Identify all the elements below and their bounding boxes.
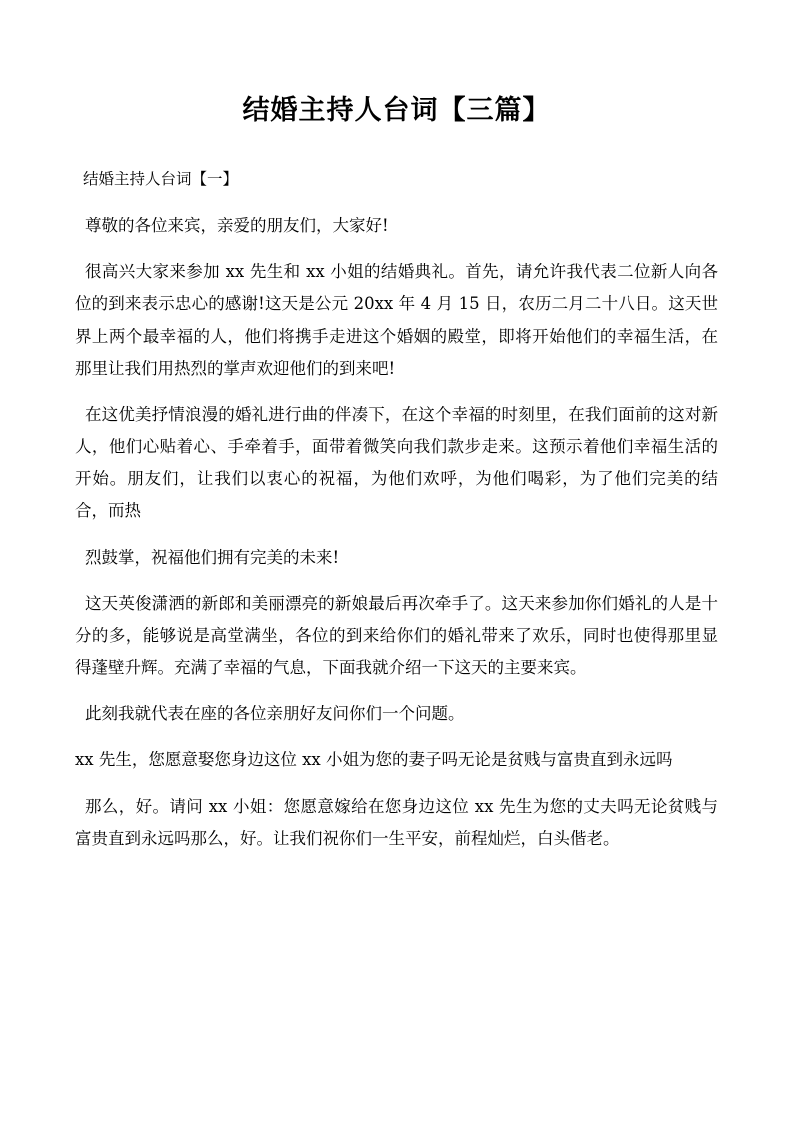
paragraph-question-intro: 此刻我就代表在座的各位亲朋好友问你们一个问题。 [85, 704, 465, 724]
paragraph-applause: 烈鼓掌，祝福他们拥有完美的未来! [85, 547, 340, 567]
paragraph-vow-groom: xx 先生，您愿意娶您身边这位 xx 小姐为您的妻子吗无论是贫贱与富贵直到永远吗 [75, 750, 673, 770]
paragraph-march: 在这优美抒情浪漫的婚礼进行曲的伴凑下，在这个幸福的时刻里，在我们面前的这对新人，他们心贴着心、手牵着手，面带着微笑向我们款步走来。这预示着他们幸福生活的开始。朋友们，让我们以衷心的祝福，为他们欢呼，为他们喝彩，为了他们完美的结合，而热 [75, 404, 718, 521]
paragraph-greeting: 尊敬的各位来宾，亲爱的朋友们，大家好! [85, 216, 389, 236]
paragraph-vow-bride: 那么，好。请问 xx 小姐：您愿意嫁给在您身边这位 xx 先生为您的丈夫吗无论贫贱与富贵直到永远吗那么，好。让我们祝你们一生平安，前程灿烂，白头偕老。 [75, 796, 718, 848]
page-title: 结婚主持人台词【三篇】 [242, 95, 551, 126]
paragraph-guests: 这天英俊潇洒的新郎和美丽漂亮的新娘最后再次牵手了。这天来参加你们婚礼的人是十分的多，能够说是高堂满坐，各位的到来给你们的婚礼带来了欢乐，同时也使得那里显得蓬壁升辉。充满了幸福的气息，下面我就介绍一下这天的主要来宾。 [75, 593, 718, 678]
paragraph-welcome-speech: 很高兴大家来参加 xx 先生和 xx 小姐的结婚典礼。首先，请允许我代表二位新人向各位的到来表示忠心的感谢!这天是公元 20xx 年 4 月 15 日，农历二月二十八日。这天世界上两个最幸福的人，他们将携手走进这个婚姻的殿堂，即将开始他们的幸福生活，在那里让我们用热烈的掌声欢迎他们的到来吧! [75, 262, 718, 378]
paragraph-section-heading-one: 结婚主持人台词【一】 [83, 169, 239, 188]
document-body [75, 164, 718, 855]
